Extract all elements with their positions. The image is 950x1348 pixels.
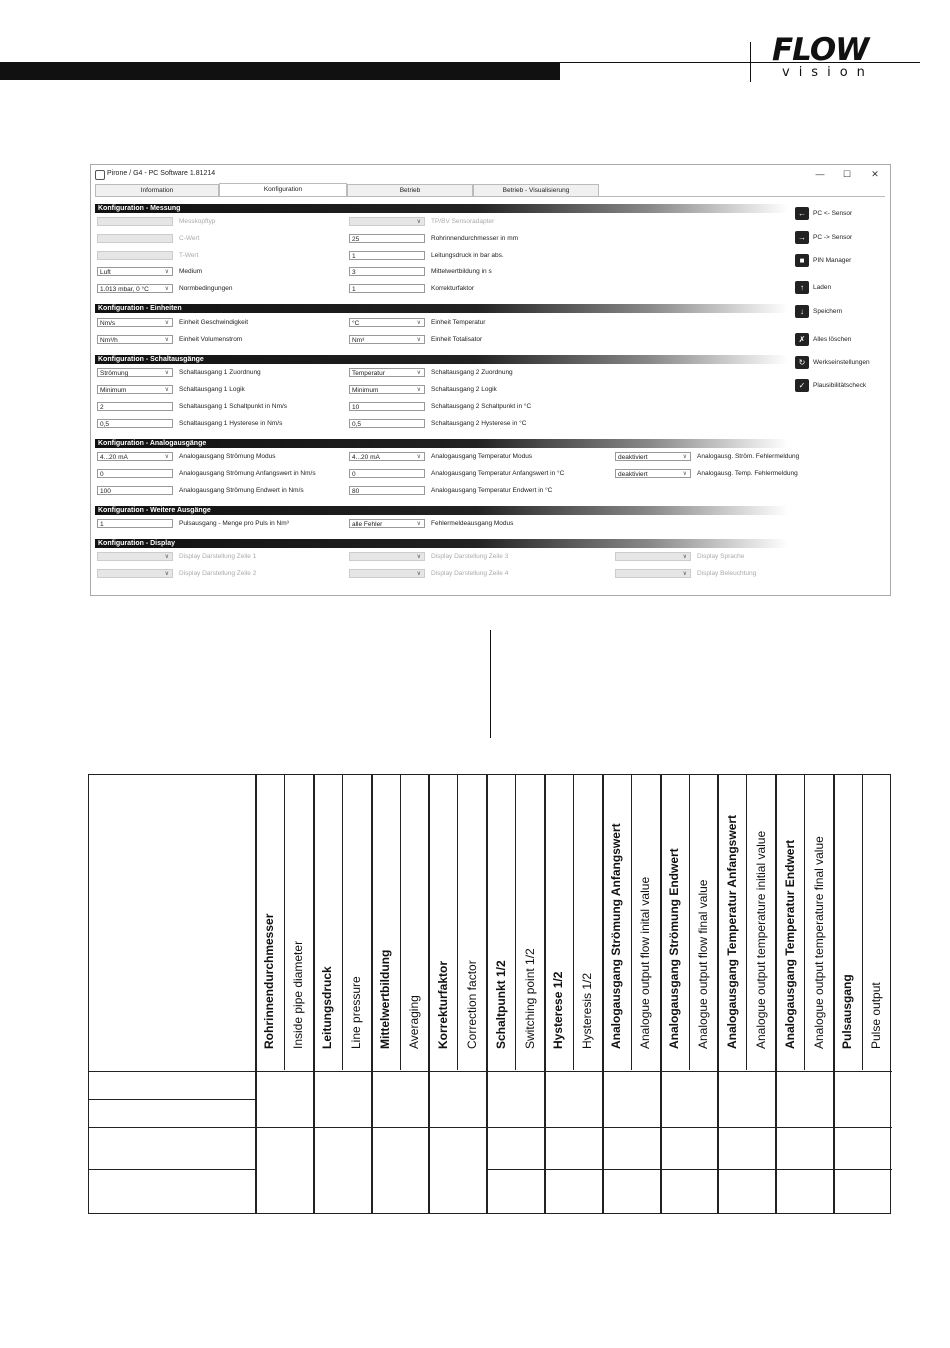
table-header-text: Schaltpunkt 1/2 [493, 960, 508, 1049]
cwert-label: C-Wert [179, 235, 200, 242]
table-header [775, 775, 804, 1071]
table-header-text: Rohrinnendurchmesser [262, 913, 277, 1049]
analog-stroem-fehler-label: Analogausg. Ström. Fehlermeldung [697, 453, 800, 460]
twert-label: T-Wert [179, 252, 199, 259]
table-header-text: Line pressure [349, 976, 364, 1049]
plausibilitaetscheck-label: Plausibilitätscheck [813, 382, 867, 389]
tab-betrieb-visualisierung[interactable]: Betrieb - Visualisierung [473, 184, 599, 196]
vertical-divider [490, 630, 491, 738]
software-window [90, 164, 891, 596]
display-zeile3-select[interactable] [349, 552, 425, 561]
parameter-table [88, 774, 891, 1214]
table-header [833, 775, 862, 1071]
title-bar [91, 165, 890, 183]
analog-temp-anfang-label: Analogausgang Temperatur Anfangswert in °C [431, 470, 565, 477]
schalt1-logik-select[interactable]: Minimum ∨ [97, 385, 173, 394]
schalt1-zuordnung-label: Schaltausgang 1 Zuordnung [179, 369, 261, 376]
arrow-right-icon: → [795, 231, 809, 244]
table-header [342, 775, 371, 1071]
analog-temp-anfang-field[interactable]: 0 [349, 469, 425, 478]
table-header-text: Analogausgang Temperatur Anfangswert [724, 814, 739, 1049]
table-header [371, 775, 400, 1071]
table-header-text: Analogue output temperature initial value [753, 830, 768, 1049]
mittel-field[interactable]: 3 [349, 267, 425, 276]
table-header-text: Analogue output temperature final value [811, 836, 826, 1049]
analog-temp-end-label: Analogausgang Temperatur Endwert in °C [431, 487, 553, 494]
analog-stroemung-end-field[interactable]: 100 [97, 486, 173, 495]
schalt2-zuordnung-select[interactable]: Temperatur ∨ [349, 368, 425, 377]
laden-label: Laden [813, 284, 832, 291]
table-header-text: Mittelwertbildung [378, 949, 393, 1049]
table-header [284, 775, 313, 1071]
section-schaltausgaenge: Konfiguration - Schaltausgänge [95, 355, 788, 364]
window-title: Pirone / G4 - PC Software 1.81214 [107, 170, 216, 177]
display-zeile4-label: Display Darstellung Zeile 4 [431, 570, 509, 577]
tab-betrieb[interactable]: Betrieb [347, 184, 473, 196]
messkopftyp-label: Messkopftyp [179, 218, 216, 225]
section-messung: Konfiguration - Messung [95, 204, 788, 213]
close-button[interactable]: ✕ [871, 169, 879, 179]
table-header-text: Analogue output flow final value [695, 879, 710, 1049]
clear-icon: ✗ [795, 333, 809, 346]
druck-label: Leitungsdruck in bar abs. [431, 252, 504, 259]
fehler-label: Fehlermeldeausgang Modus [431, 520, 514, 527]
display-sprache-label: Display Sprache [697, 553, 745, 560]
medium-label: Medium [179, 268, 203, 275]
speichern-label: Speichern [813, 308, 843, 315]
table-header [602, 775, 631, 1071]
display-beleuchtung-select[interactable] [615, 569, 691, 578]
arrow-left-icon: ← [795, 207, 809, 220]
puls-field[interactable]: 1 [97, 519, 173, 528]
header-bar [0, 62, 560, 80]
analog-stroemung-anfang-field[interactable]: 0 [97, 469, 173, 478]
messkopftyp-field[interactable] [97, 217, 173, 226]
check-icon: ✓ [795, 379, 809, 392]
analog-stroemung-modus-label: Analogausgang Strömung Modus [179, 453, 276, 460]
table-row-line [89, 1127, 892, 1128]
werkseinstellungen-label: Werkseinstellungen [813, 359, 870, 366]
schalt2-logik-select[interactable]: Minimum ∨ [349, 385, 425, 394]
header-divider [750, 42, 751, 82]
table-header [400, 775, 429, 1071]
table-header [255, 775, 284, 1071]
table-header [313, 775, 342, 1071]
display-zeile1-select[interactable] [97, 552, 173, 561]
korr-label: Korrekturfaktor [431, 285, 474, 292]
alles-loeschen-label: Alles löschen [813, 336, 852, 343]
table-header [804, 775, 833, 1071]
table-header [862, 775, 891, 1071]
display-zeile2-select[interactable] [97, 569, 173, 578]
sensoradapter-label: TP/BV Sensoradapter [431, 218, 495, 225]
pc-from-sensor-label: PC <- Sensor [813, 210, 853, 217]
schalt1-zuordnung-select[interactable]: Strömung ∨ [97, 368, 173, 377]
pin-manager-label: PIN Manager [813, 257, 852, 264]
table-header [689, 775, 718, 1071]
lock-icon: ■ [795, 254, 809, 267]
table-header [428, 775, 457, 1071]
table-header-text: Analogue output flow inital value [638, 876, 653, 1049]
analog-temp-modus-select[interactable]: 4...20 mA ∨ [349, 452, 425, 461]
table-header-text: Averaging [406, 995, 421, 1049]
maximize-button[interactable]: ☐ [842, 169, 852, 179]
table-header [515, 775, 544, 1071]
table-header-text: Korrekturfaktor [435, 960, 450, 1049]
section-weitere: Konfiguration - Weitere Ausgänge [95, 506, 788, 515]
logo-sub: vision [782, 65, 874, 80]
table-header-text: Analogausgang Temperatur Endwert [782, 839, 797, 1049]
medium-select[interactable]: Luft ∨ [97, 267, 173, 276]
upload-icon: ↑ [795, 281, 809, 294]
schalt1-hysterese-label: Schaltausgang 1 Hysterese in Nm/s [179, 420, 283, 427]
total-label: Einheit Totalisator [431, 336, 483, 343]
table-header-text: Analogausgang Strömung Endwert [667, 848, 682, 1049]
geschw-select[interactable]: Nm/s ∨ [97, 318, 173, 327]
table-row-line [89, 1169, 255, 1170]
puls-label: Pulsausgang - Menge pro Puls in Nm³ [179, 520, 289, 527]
table-header [486, 775, 515, 1071]
minimize-button[interactable]: — [815, 169, 825, 179]
normbedingungen-select[interactable]: 1.013 mbar, 0 °C ∨ [97, 284, 173, 293]
table-header [660, 775, 689, 1071]
flow-vision-logo [772, 34, 912, 84]
fehler-select[interactable]: alle Fehler ∨ [349, 519, 425, 528]
table-row-line [89, 1071, 892, 1072]
schalt1-punkt-label: Schaltausgang 1 Schaltpunkt in Nm/s [179, 403, 288, 410]
table-header [717, 775, 746, 1071]
tab-bar [95, 184, 695, 196]
table-header [746, 775, 775, 1071]
table-header-text: Pulsausgang [840, 974, 855, 1049]
analog-temp-fehler-select[interactable]: deaktiviert ∨ [615, 469, 691, 478]
section-display: Konfiguration - Display [95, 539, 788, 548]
table-header-text: Hysteresis 1/2 [580, 972, 595, 1049]
temp-label: Einheit Temperatur [431, 319, 486, 326]
cwert-field[interactable] [97, 234, 173, 243]
geschw-label: Einheit Geschwindigkeit [179, 319, 249, 326]
rohr-label: Rohrinnendurchmesser in mm [431, 235, 519, 242]
table-header-text: Pulse output [869, 982, 884, 1049]
reset-icon: ↻ [795, 356, 809, 369]
app-icon [95, 170, 105, 180]
display-beleuchtung-label: Display Beleuchtung [697, 570, 757, 577]
schalt1-punkt-field[interactable]: 2 [97, 402, 173, 411]
total-select[interactable]: Nm³ ∨ [349, 335, 425, 344]
table-header [457, 775, 486, 1071]
schalt1-logik-label: Schaltausgang 1 Logik [179, 386, 245, 393]
table-header-text: Inside pipe diameter [291, 940, 306, 1049]
tab-information[interactable]: Information [95, 184, 219, 196]
rohr-field[interactable]: 25 [349, 234, 425, 243]
display-sprache-select[interactable] [615, 552, 691, 561]
pc-to-sensor-label: PC -> Sensor [813, 234, 853, 241]
normbedingungen-label: Normbedingungen [179, 285, 233, 292]
section-einheiten: Konfiguration - Einheiten [95, 304, 788, 313]
schalt2-zuordnung-label: Schaltausgang 2 Zuordnung [431, 369, 513, 376]
display-zeile4-select[interactable] [349, 569, 425, 578]
table-header [544, 775, 573, 1071]
display-zeile3-label: Display Darstellung Zeile 3 [431, 553, 509, 560]
korr-field[interactable]: 1 [349, 284, 425, 293]
twert-field[interactable] [97, 251, 173, 260]
schalt2-logik-label: Schaltausgang 2 Logik [431, 386, 497, 393]
temp-select[interactable]: °C ∨ [349, 318, 425, 327]
analog-temp-modus-label: Analogausgang Temperatur Modus [431, 453, 533, 460]
section-analogausgaenge: Konfiguration - Analogausgänge [95, 439, 788, 448]
tab-konfiguration[interactable]: Konfiguration [219, 183, 347, 196]
table-header-text: Leitungsdruck [320, 966, 335, 1049]
table-row-line [89, 1099, 255, 1100]
table-row-line [486, 1169, 892, 1170]
download-icon: ↓ [795, 305, 809, 318]
analog-stroem-fehler-select[interactable]: deaktiviert ∨ [615, 452, 691, 461]
display-zeile1-label: Display Darstellung Zeile 1 [179, 553, 257, 560]
table-header-text: Hysterese 1/2 [551, 971, 566, 1049]
schalt1-hysterese-field[interactable]: 0,5 [97, 419, 173, 428]
druck-field[interactable]: 1 [349, 251, 425, 260]
mittel-label: Mittelwertbildung in s [431, 268, 492, 275]
vol-label: Einheit Volumenstrom [179, 336, 243, 343]
analog-temp-fehler-label: Analogausg. Temp. Fehlermeldung [697, 470, 798, 477]
analog-temp-end-field[interactable]: 80 [349, 486, 425, 495]
analog-stroemung-modus-select[interactable]: 4...20 mA ∨ [97, 452, 173, 461]
schalt2-punkt-field[interactable]: 10 [349, 402, 425, 411]
analog-stroemung-anfang-label: Analogausgang Strömung Anfangswert in Nm/s [179, 470, 316, 477]
display-zeile2-label: Display Darstellung Zeile 2 [179, 570, 257, 577]
logo-text: FLOW [772, 32, 869, 68]
analog-stroemung-end-label: Analogausgang Strömung Endwert in Nm/s [179, 487, 304, 494]
schalt2-hysterese-label: Schaltausgang 2 Hysterese in °C [431, 420, 527, 427]
schalt2-punkt-label: Schaltausgang 2 Schaltpunkt in °C [431, 403, 532, 410]
table-header-text: Correction factor [464, 960, 479, 1049]
table-header-text: Switching point 1/2 [522, 948, 537, 1049]
table-header [631, 775, 660, 1071]
vol-select[interactable]: Nm³/h ∨ [97, 335, 173, 344]
table-header [573, 775, 602, 1071]
tab-divider [95, 196, 885, 197]
sensoradapter-select[interactable] [349, 217, 425, 226]
schalt2-hysterese-field[interactable]: 0,5 [349, 419, 425, 428]
table-header-text: Analogausgang Strömung Anfangswert [609, 823, 624, 1049]
